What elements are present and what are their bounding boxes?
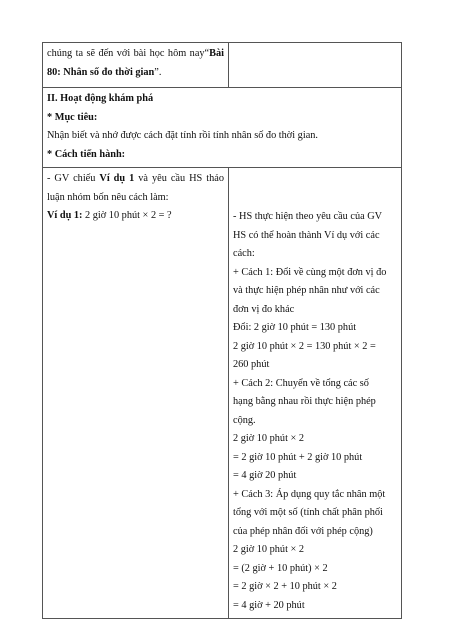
student-line: HS có thể hoàn thành Ví dụ với các bbox=[233, 229, 380, 241]
example-label: Ví dụ 1: bbox=[47, 210, 83, 221]
goal-label: * Mục tiêu: bbox=[47, 111, 98, 123]
student-line: 2 giờ 10 phút × 2 = 130 phút × 2 = bbox=[233, 340, 376, 352]
lesson-plan-table bbox=[42, 42, 402, 619]
student-line: cách: bbox=[233, 248, 255, 259]
method-label: * Cách tiến hành: bbox=[47, 148, 126, 160]
activity-row bbox=[43, 168, 402, 619]
teacher-suffix: và yêu cầu HS thảo luận nhóm bốn nêu cách làm: bbox=[47, 173, 224, 203]
intro-right-cell bbox=[229, 43, 402, 88]
student-line: cộng. bbox=[233, 414, 256, 426]
student-line: Đổi: 2 giờ 10 phút = 130 phút bbox=[233, 322, 357, 333]
lesson-title: Bài 80: Nhân số đo thời gian bbox=[47, 48, 224, 78]
student-line: = (2 giờ + 10 phút) × 2 bbox=[233, 562, 328, 574]
section-row bbox=[43, 88, 402, 168]
section-heading: II. Hoạt động khám phá bbox=[47, 93, 154, 104]
student-line: = 4 giờ + 20 phút bbox=[233, 599, 305, 611]
example-line bbox=[47, 207, 224, 226]
teacher-cell bbox=[43, 168, 229, 619]
goal-text: Nhận biết và nhớ được cách đặt tính rồi tính nhân số đo thời gian. bbox=[47, 130, 318, 141]
intro-text: chúng ta sẽ đến với bài học hôm nay“ bbox=[47, 48, 210, 59]
section-cell bbox=[43, 88, 402, 168]
student-line: = 4 giờ 20 phút bbox=[233, 470, 297, 481]
student-cell bbox=[229, 168, 402, 619]
student-steps bbox=[233, 208, 397, 615]
student-line: tổng với một số (tính chất phân phối bbox=[233, 507, 383, 518]
teacher-prefix: - GV chiếu bbox=[47, 173, 100, 184]
student-line: + Cách 2: Chuyển về tổng các số bbox=[233, 377, 369, 389]
student-line: của phép nhân đối với phép cộng) bbox=[233, 525, 373, 537]
student-line: 260 phút bbox=[233, 359, 270, 370]
student-line: 2 giờ 10 phút × 2 bbox=[233, 433, 305, 444]
intro-cell bbox=[43, 43, 229, 88]
teacher-example-ref: Ví dụ 1 bbox=[99, 173, 135, 184]
student-line: = 2 giờ 10 phút + 2 giờ 10 phút bbox=[233, 451, 363, 463]
student-line: - HS thực hiện theo yêu cầu của GV bbox=[233, 211, 383, 222]
example-text: 2 giờ 10 phút × 2 = ? bbox=[82, 210, 172, 221]
intro-text-end: ”. bbox=[154, 66, 162, 78]
student-line: + Cách 1: Đổi về cùng một đơn vị đo bbox=[233, 266, 387, 278]
student-line: đơn vị đo khác bbox=[233, 303, 295, 315]
student-line: hạng bằng nhau rồi thực hiện phép bbox=[233, 396, 376, 407]
student-line: 2 giờ 10 phút × 2 bbox=[233, 544, 305, 555]
student-line: = 2 giờ × 2 + 10 phút × 2 bbox=[233, 581, 337, 592]
student-line: + Cách 3: Áp dụng quy tắc nhân một bbox=[233, 488, 386, 500]
teacher-instruction bbox=[47, 170, 224, 207]
intro-row bbox=[43, 43, 402, 88]
student-line: và thực hiện phép nhân như với các bbox=[233, 285, 380, 296]
